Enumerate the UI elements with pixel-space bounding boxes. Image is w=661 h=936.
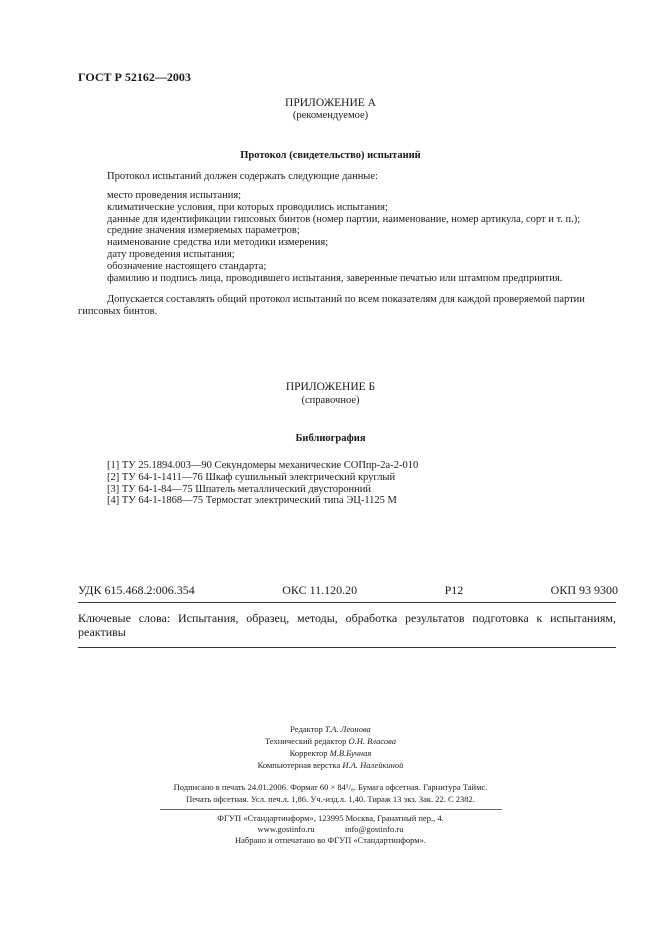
appendix-a-heading: Протокол (свидетельство) испытаний [240,150,421,161]
list-item: [2] ТУ 64-1-1411—76 Шкаф сушильный электрический круглый [107,471,396,483]
oks-code: ОКС 11.120.20 [282,583,358,597]
okp-code: ОКП 93 9300 [550,583,618,597]
document-code: ГОСТ Р 52162—2003 [78,70,191,84]
publisher-contacts [0,824,661,835]
imprint-corrector [0,748,661,759]
imprint-tech-editor [0,736,661,747]
appendix-b-title: ПРИЛОЖЕНИЕ Б [285,381,376,393]
imprint-editor [0,724,661,735]
print-info-line-1: Подписано в печать 24.01.2006. Формат 60 × 84¹/₈. Бумага офсетная. Гарнитура Таймс. [173,782,488,792]
protocol-items-list [107,190,580,284]
group-code: Р12 [444,583,464,597]
list-item: обозначение настоящего стандарта; [107,260,267,272]
corrector-label: Корректор [289,748,328,758]
appendix-a-title: ПРИЛОЖЕНИЕ А [285,97,376,109]
editor-name: Т.А. Леонова [324,724,371,734]
tech-editor-label: Технический редактор [264,736,347,746]
publisher-address: ФГУП «Стандартинформ», 123995 Москва, Гранатный пер., 4. [217,813,444,823]
keywords: Ключевые слова: Испытания, образец, методы, обработка результатов подготовка к испытаниям, реактивы [78,611,616,639]
divider [78,602,616,603]
editor-label: Редактор [290,724,323,734]
corrector-name: М.В.Бучная [329,748,372,758]
divider [160,809,502,810]
list-item: дату проведения испытания; [107,248,235,260]
list-item: наименование средства или методики измерения; [107,237,329,249]
layout-name: И.А. Налейкиной [342,760,404,770]
appendix-a-intro: Протокол испытаний должен содержать следующие данные: [107,171,378,182]
list-item: место проведения испытания; [107,190,242,201]
appendix-b-heading: Библиография [295,433,366,444]
print-info-line-2: Печать офсетная. Усл. печ.л. 1,86. Уч.-изд.л. 1,40. Тираж 13 экз. Зак. 22. С 2382. [186,794,475,804]
list-item: фамилию и подпись лица, проводившего испытания, заверенные печатью или штампом предприятия. [107,272,563,284]
list-item: климатические условия, при которых проводились испытания; [107,201,388,213]
tech-editor-name: О.Н. Власова [348,736,397,746]
appendix-b-status: (справочное) [301,395,360,406]
layout-label: Компьютерная верстка [257,760,341,770]
divider [78,647,616,648]
list-item: средние значения измеряемых параметров; [107,225,300,237]
list-item: данные для идентификации гипсовых бинтов (номер партии, наименование, номер артикула, сорт и т. п.); [107,213,581,225]
imprint-layout [0,760,661,771]
printed-by: Набрано и отпечатано во ФГУП «Стандартинформ». [234,835,427,845]
list-item: [1] ТУ 25.1894.003—90 Секундомеры механические СОПпр-2а-2-010 [107,460,419,471]
website-link[interactable]: www.gostinfo.ru [257,824,315,834]
udk-code: УДК 615.468.2:006.354 [78,583,195,597]
bibliography-list [107,460,418,507]
email-link[interactable]: info@gostinfo.ru [344,824,404,834]
appendix-a-status: (рекомендуемое) [292,110,369,121]
list-item: [4] ТУ 64-1-1868—75 Термостат электрический типа ЭЦ-1125 М [107,495,397,507]
list-item: [3] ТУ 64-1-84—75 Шпатель металлический двусторонний [107,483,371,495]
appendix-a-note: Допускается составлять общий протокол испытаний по всем показателям для каждой проверяемой партии гипсовых бинтов. [78,294,585,317]
classification-row [78,583,618,598]
